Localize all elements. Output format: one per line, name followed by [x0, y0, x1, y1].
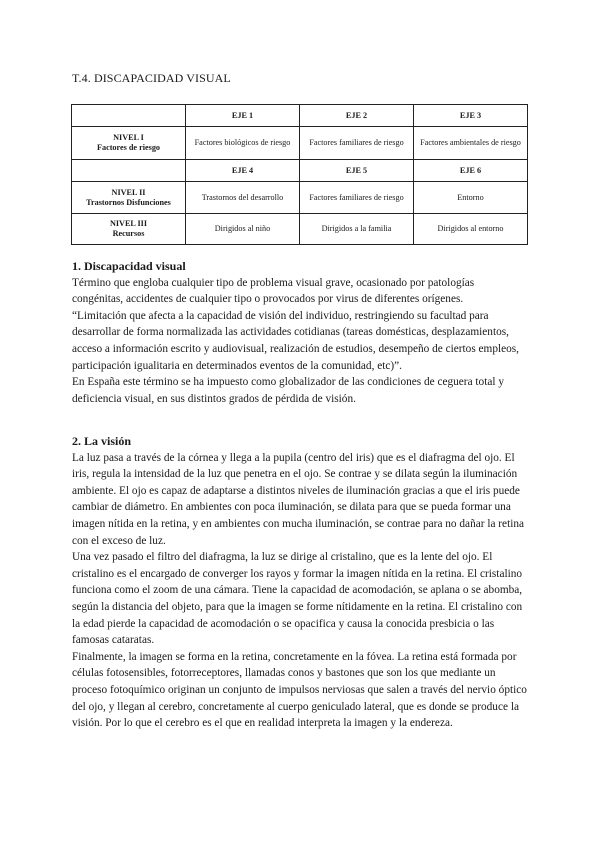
- section-discapacidad-visual: [72, 258, 528, 407]
- level-subtitle: Recursos: [112, 229, 145, 238]
- level-subtitle: Trastornos Disfunciones: [86, 197, 171, 207]
- axis-header: EJE 2: [300, 105, 414, 127]
- table-row: [72, 127, 528, 160]
- table-empty-cell: [72, 160, 186, 182]
- table-cell: Dirigidos al entorno: [414, 214, 528, 245]
- level-subtitle: Factores de riesgo: [96, 143, 161, 152]
- axis-header: EJE 4: [186, 160, 300, 182]
- table-row: [72, 214, 528, 245]
- paragraph: Una vez pasado el filtro del diafragma, la luz se dirige al cristalino, que es la lente del ojo. El cristalino es el encargado de converger los rayos y formar la imagen nítida en la retina. El cristalino funciona como el zoom de una cámara. Tiene la capacidad de acomodación, se aplana o se abomba, según la distancia del objeto, para que la imagen se forme nítidamente en la retina. El cristalino con la edad pierde la capacidad de acomodación o se opacifica y causa la conocida presbicia o las famosas cataratas.: [72, 551, 523, 647]
- axis-header: EJE 3: [414, 105, 528, 127]
- level-name: NIVEL I: [113, 133, 144, 142]
- section-heading: 2. La visión: [72, 434, 132, 448]
- section-la-vision: [72, 433, 528, 732]
- level-label: [72, 127, 186, 160]
- paragraph: Finalmente, la imagen se forma en la retina, concretamente en la fóvea. La retina está formada por células fotosensibles, fotorreceptores, llamadas conos y bastones que son los que mediante un proceso fotoquímico originan un conjunto de impulsos nerviosas que salen a través del nervio óptico del ojo, y llegan al cerebro, concretamente al cuerpo geniculado lateral, que es donde se produce la visión. Por lo que el cerebro es el que en realidad interpreta la imagen y la endereza.: [72, 650, 527, 730]
- level-label: [72, 182, 186, 214]
- section-heading: 1. Discapacidad visual: [72, 259, 186, 273]
- page-title: T.4. DISCAPACIDAD VISUAL: [72, 71, 231, 85]
- table-cell: Factores biológicos de riesgo: [186, 127, 300, 160]
- table-row: [72, 182, 528, 214]
- table-corner-cell: [72, 105, 186, 127]
- level-label: [72, 214, 186, 245]
- table-cell: Dirigidos al niño: [186, 214, 300, 245]
- axis-header: EJE 1: [186, 105, 300, 127]
- paragraph: La luz pasa a través de la córnea y llega a la pupila (centro del iris) que es el diafragma del ojo. El iris, regula la intensidad de la luz que penetra en el ojo. Se contrae y se dilata según la iluminación ambiente. El ojo es capaz de adaptarse a distintos niveles de iluminación gracias a que el iris puede cambiar de diámetro. En ambientes con poca iluminación, se dilata para que se pueda formar una imagen nítida en la retina, y en ambientes con mucha iluminación, se contrae para no dañar la retina con el exceso de luz.: [72, 451, 525, 547]
- paragraph: Término que engloba cualquier tipo de problema visual grave, ocasionado por patologías congénitas, accidentes de cualquier tipo o provocados por virus de diferentes orígenes.: [72, 276, 475, 306]
- level-name: NIVEL II: [111, 187, 146, 197]
- paragraph: “Limitación que afecta a la capacidad de visión del individuo, restringiendo su facultad para desarrollar de forma normalizada las actividades cotidianas (tareas domésticas, desplazamientos, acceso a información escrito y audiovisual, realización de estudios, desempeño de ciertos empleos, participación igualitaria en determinados eventos de la comunidad, etc)”.: [72, 309, 520, 372]
- table-cell: Factores familiares de riesgo: [300, 127, 414, 160]
- table-header-row: [72, 160, 528, 182]
- table-header-row: [72, 105, 528, 127]
- axis-header: EJE 6: [414, 160, 528, 182]
- table-cell: Factores ambientales de riesgo: [414, 127, 528, 160]
- level-name: NIVEL III: [109, 219, 148, 228]
- paragraph: En España este término se ha impuesto como globalizador de las condiciones de ceguera total y deficiencia visual, en sus distintos grados de pérdida de visión.: [72, 376, 504, 405]
- axis-header: EJE 5: [300, 160, 414, 182]
- table-cell: Dirigidos a la familia: [300, 214, 414, 245]
- table-cell: Trastornos del desarrollo: [186, 182, 300, 214]
- table-cell: Factores familiares de riesgo: [300, 182, 414, 214]
- levels-axes-table: [71, 104, 528, 245]
- table-cell: Entorno: [414, 182, 528, 214]
